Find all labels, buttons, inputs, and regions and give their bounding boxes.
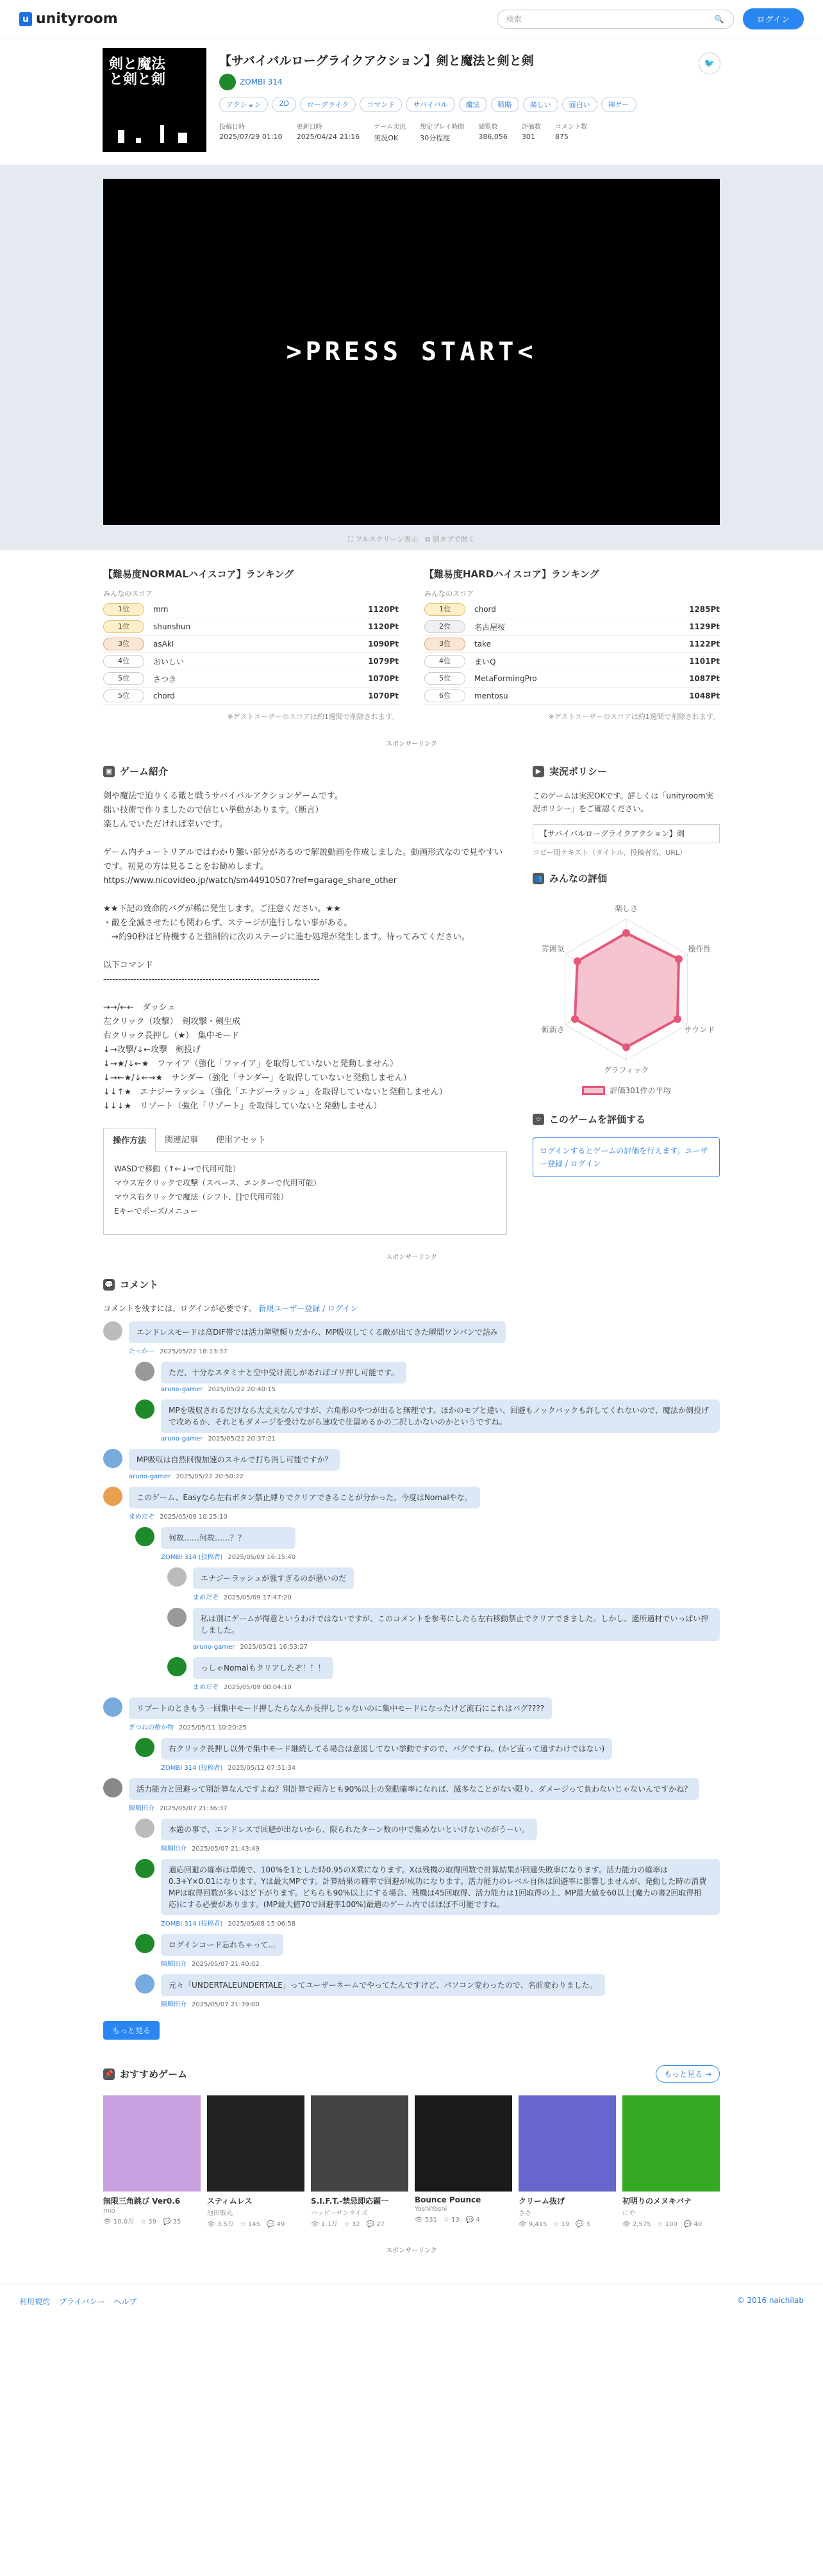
sponsor-label: スポンサーリンク (386, 2247, 437, 2254)
comment-date: 2025/05/22 20:50:22 (176, 1473, 244, 1480)
player-name[interactable]: take (474, 640, 491, 648)
comment-meta (161, 1843, 537, 1853)
comment (167, 1608, 720, 1651)
comment-user[interactable]: 陳順田介 (161, 2001, 187, 2008)
player-score: 1090Pt (368, 640, 399, 648)
comment-avatar[interactable] (167, 1608, 187, 1627)
more-comments-button[interactable]: もっと見る (103, 2021, 160, 2040)
site-logo[interactable]: u unityroom (19, 11, 118, 27)
comment (135, 1819, 720, 1853)
comment-avatar[interactable] (103, 1487, 122, 1506)
comment-date: 2025/05/07 21:39:00 (192, 2001, 260, 2008)
comments-heading: 💬 コメント (103, 1278, 720, 1291)
player-name[interactable]: chord (474, 605, 496, 614)
ranking-subtitle: みんなのスコア (424, 590, 474, 598)
recommend-name[interactable]: 無限三角跳び Ver0.6 (103, 2197, 181, 2206)
recommend-stats: 👁 10.0万 ☆ 39 💬 35 (103, 2218, 181, 2225)
login-button[interactable]: ログイン (743, 8, 804, 29)
comment (167, 1567, 720, 1601)
player-score: 1070Pt (368, 691, 399, 700)
comment-text: 私は別にゲームが得意というわけではないですが、このコメントを参考にしたら左右移動禁止でクリアできました。しかし、適所適材でいっぱい押しました。 (193, 1608, 720, 1641)
embed-text-field[interactable]: 【サバイバルローグライクアクション】剣 (533, 824, 720, 843)
policy-heading: ▶ 実況ポリシー (533, 764, 720, 778)
recommend-card[interactable] (519, 2095, 616, 2228)
radar-point (571, 1015, 579, 1023)
comment-body (193, 1657, 333, 1691)
comment-body (193, 1608, 720, 1651)
tab-0[interactable]: 操作方法 (103, 1128, 156, 1152)
meta-item: 評価数 301 (521, 124, 541, 141)
player-name[interactable]: おいしい (153, 657, 185, 666)
recommend-card[interactable] (311, 2095, 408, 2228)
recommend-card[interactable] (622, 2095, 720, 2228)
player-name[interactable]: mentosu (474, 691, 508, 700)
tag-chip[interactable]: 楽しい (523, 97, 558, 112)
footer-link[interactable]: ヘルプ (113, 2297, 137, 2306)
recommend-thumbnail[interactable] (519, 2095, 616, 2192)
comment-avatar[interactable] (135, 1399, 154, 1419)
tag-chip[interactable]: コマンド (360, 97, 402, 112)
meta-item: ゲーム実況 実況OK (374, 124, 406, 142)
player-score: 1070Pt (368, 674, 399, 683)
meta-item: 投稿日時 2025/07/29 01:10 (219, 124, 283, 141)
comment-body (129, 1697, 552, 1731)
tag-chip[interactable]: アクション (219, 97, 268, 112)
comment (135, 1399, 720, 1442)
comment-meta (161, 1386, 406, 1393)
comment-body (129, 1449, 340, 1480)
ranking-row (103, 636, 399, 653)
player-name[interactable]: asAkI (153, 640, 174, 648)
fullscreen-links[interactable]: ⛶ フルスクリーン表示 ⧉ 別タブで開く (348, 535, 475, 543)
ranking-row (103, 601, 399, 618)
recommend-thumbnail[interactable] (311, 2095, 408, 2192)
ranking-row (424, 601, 720, 618)
player-score: 1122Pt (689, 640, 720, 648)
rankings (103, 567, 720, 722)
comment-user[interactable]: ZOMBI 314 (投稿者) (161, 1554, 223, 1561)
comment (135, 1974, 720, 2008)
rank-badge: 4位 (424, 655, 465, 668)
ranking-row (424, 653, 720, 670)
rate-heading: ☆ このゲームを評価する (533, 1112, 720, 1126)
comment-list (103, 1321, 720, 2008)
comment-body (129, 1321, 506, 1355)
recommend-author: YoshiYoshi (415, 2206, 447, 2213)
comment-user[interactable]: まめだぞ (129, 1514, 154, 1521)
comment-meta (193, 1644, 720, 1651)
comment-avatar[interactable] (135, 1738, 154, 1757)
comment (135, 1362, 720, 1393)
player-name[interactable]: MetaFormingPro (474, 674, 537, 683)
recommend-stats: 👁 3.5万 ☆ 145 💬 49 (207, 2221, 285, 2228)
comment-body (161, 1819, 537, 1853)
recommend-name[interactable]: クリーム抜げ (519, 2197, 565, 2206)
comment-text: MP吸収は自然回復加速のスキルで打ち消し可能ですか？ (129, 1449, 340, 1471)
rank-badge: 1位 (424, 603, 465, 616)
footer-link[interactable]: プライバシー (59, 2297, 105, 2306)
tag-list (219, 97, 636, 112)
rank-badge: 3位 (103, 638, 144, 650)
recommend-stats: 👁 1.1万 ☆ 32 💬 27 (311, 2221, 385, 2228)
tag-chip[interactable]: 魔法 (459, 97, 487, 112)
comment-text: 元々「UNDERTALEUNDERTALE」ってユーザーネームでやってたんですけど、パソコン変わったので、名前変わりました。 (161, 1974, 605, 1996)
recommend-thumbnail[interactable] (415, 2095, 512, 2192)
recommend-name[interactable]: S.I.F.T.-禁忌即応顕一 (311, 2197, 389, 2206)
comment-text: このゲーム、Easyなら左右ボタン禁止縛りでクリアできることが分かった。今度はNomalやな。 (129, 1487, 480, 1508)
comment-user[interactable]: aruno-gamer (161, 1435, 203, 1442)
player-name[interactable]: 名古屋桜 (474, 622, 506, 632)
comment-text: 適応回避の確率は単純で、100%を1とした時0.95のX乗になります。Xは残機の取得回数で計算結果が回避失敗率になります。活力能力の確率は0.3+Y×0.01になります。Yは最大MPです。計算結果の確率で回避が成功になります。活力能力のレベル自体は回避率に影響しませんが、発動した時の消費MPは取得回数が多いほど下がります。どちらも90%以上にする場合、残機は45回取得、活力能力は1回取得の上、MP最大値を60以上(魔力の書2回取得相応)にする必要があります。(MP最大値70で回避率100%)最適のゲーム内ではほぼ不可能ですね。 (161, 1859, 720, 1915)
footer-links (19, 2296, 145, 2307)
recommend-card[interactable] (415, 2095, 512, 2228)
gamepad-icon: ▣ (103, 766, 115, 777)
comment-meta (161, 1999, 605, 2008)
comment-user[interactable]: たっかー (129, 1348, 154, 1355)
comment-date: 2025/05/21 16:53:27 (240, 1644, 308, 1651)
tag-chip[interactable]: 面白い (562, 97, 597, 112)
recommend-thumbnail[interactable] (622, 2095, 720, 2192)
register-login-link[interactable]: 新規ユーザー登録 / ログイン (258, 1304, 358, 1313)
tag-chip[interactable]: 2D (272, 97, 295, 112)
comment-meta (129, 1473, 340, 1480)
recommend-thumbnail[interactable] (103, 2095, 201, 2192)
rank-badge: 1位 (103, 603, 144, 616)
comment-meta (129, 1511, 480, 1521)
comment-body (161, 1527, 295, 1561)
comment-date: 2025/05/07 21:36:37 (160, 1805, 228, 1812)
player-name[interactable]: shunshun (153, 622, 191, 631)
comment-text: エンドレスモードは高DIF帯では活力障壁頼りだから、MP吸収してくる敵が出てきた瞬間ワンパンで詰み (129, 1321, 506, 1343)
player-score: 1285Pt (689, 605, 720, 614)
comment-avatar[interactable] (103, 1697, 122, 1717)
player-score: 1048Pt (689, 691, 720, 700)
radar-point (675, 955, 683, 963)
game-description: 剣や魔法で迫りくる敵と戦うサバイバルアクションゲームです。 拙い技術で作りましたので信じい挙動があります。（断言） 楽しんでいただければ幸いです。 ゲーム内チュートリアルではわかり難い部分があるので解説動画を作成しました。動画形式なので見やすいです。初見の方は見ることをお勧めします。 https://www.nicovideo.jp/watch/sm44910507?ref=garage_share_other ★★下記の致命的バグが稀に発生します。ご注意ください。★★ ・敵を全滅させたにも関わらず、ステージが進行しない事がある。 →約90秒ほど待機すると強制的に次のステージに進む処理が発生します。待ってみてください。 以下コマンド ------------------------------------------------------------------------ →→/←← ダッシュ 左クリック（攻撃） 剣攻撃・剣生成 右クリック長押し（★） 集中モード ↓→攻撃/↓←攻撃 剣投げ ↓→★/↓←★ ファイア（強化「ファイア」を取得していないと発動しません） ↓→←★/↓←→★ サンダー（強化「サンダー」を取得していないと発動しません） ↓↓↑★ エナジーラッシュ（強化「エナジーラッシュ」を取得していないと発動しません） ↓↓↓★ リゾート（強化「リゾート」を取得していないと発動しません） (103, 791, 503, 1111)
radar-legend: 評価301件の平均 (533, 1085, 720, 1096)
embed-note: コピー用テキスト（タイトル、投稿者名、URL） (533, 848, 687, 857)
comment (135, 1859, 720, 1928)
rating-radar-chart (533, 896, 720, 1082)
player-name[interactable]: chord (153, 691, 175, 700)
player-score: 1120Pt (368, 605, 399, 614)
recommend-name[interactable]: 初明りのメヌキバナ (622, 2197, 692, 2206)
rank-badge: 6位 (424, 689, 465, 702)
comment-date: 2025/05/09 16:15:40 (228, 1554, 296, 1561)
comment-text: ログインコード忘れちゃって... (161, 1934, 283, 1956)
radar-point (622, 929, 630, 937)
recommend-card[interactable] (103, 2095, 201, 2228)
comment-date: 2025/05/22 20:37:21 (208, 1435, 276, 1442)
users-icon: 👥 (533, 873, 544, 884)
game-stage (0, 165, 823, 550)
player-score: 1079Pt (368, 657, 399, 666)
footer-link[interactable]: 利用規約 (19, 2297, 51, 2306)
comment-body (161, 1362, 406, 1393)
recommend-name[interactable]: Bounce Pounce (415, 2195, 481, 2204)
tab-1[interactable]: 関連記事 (165, 1135, 199, 1145)
comment-text: 活力能力と回避って別計算なんですよね？別計算で両方とも90%以上の発動確率になれば、滅多なことがない限り、ダメージって負わないじゃないんですかね？ (129, 1778, 699, 1800)
ranking-row (103, 688, 399, 705)
comment-meta (193, 1592, 354, 1601)
tag-chip[interactable]: 戦略 (491, 97, 519, 112)
comment-meta (129, 1346, 506, 1355)
comment-body (161, 1738, 612, 1772)
meta-value: 2025/07/29 01:10 (219, 133, 283, 141)
comment-body (161, 1974, 605, 2008)
game-header (0, 38, 823, 161)
author-link[interactable]: ZOMBI 314 (240, 78, 283, 87)
comment-user[interactable]: aruno-gamer (161, 1386, 203, 1393)
comment-meta (161, 1551, 295, 1561)
comment-avatar[interactable] (103, 1321, 122, 1341)
radar-axis-label: 楽しさ (614, 904, 638, 913)
comment-user[interactable]: aruno-gamer (129, 1473, 171, 1480)
comment-body (161, 1934, 283, 1968)
comment-notice: コメントを残すには、ログインが必要です。 (103, 1304, 256, 1313)
comment-body (129, 1487, 480, 1521)
comment-meta (129, 1722, 552, 1731)
comment (135, 1934, 720, 1968)
radar-axis-label: 斬新さ (541, 1025, 565, 1034)
legend-swatch (582, 1086, 605, 1095)
ranking-note: ※ゲストユーザーのスコアは約1週間で削除されます。 (548, 713, 720, 721)
comment-text: 何故……何故……？？ (161, 1527, 295, 1549)
comment-date: 2025/05/07 21:43:49 (192, 1845, 260, 1853)
comment-avatar[interactable] (135, 1974, 154, 1994)
comment-meta (129, 1803, 699, 1812)
player-score: 1087Pt (689, 674, 720, 683)
comment-icon: 💬 (103, 1279, 115, 1291)
radar-axis-label: サウンド (684, 1025, 715, 1034)
ranking-row (103, 618, 399, 636)
ranking-row (103, 653, 399, 670)
intro-heading: ▣ ゲーム紹介 (103, 764, 507, 778)
logo-icon: u (19, 12, 32, 26)
tag-chip[interactable]: ローグライク (300, 97, 356, 112)
recommend-stats: 👁 2,575 ☆ 100 💬 40 (622, 2221, 702, 2228)
comment-date: 2025/05/09 10:25:10 (160, 1514, 228, 1521)
tag-chip[interactable]: サバイバル (406, 97, 454, 112)
rate-login-box[interactable]: ログインするとゲームの評価を行えます。ユーザー登録 / ログイン (533, 1137, 720, 1177)
sponsor-label: スポンサーリンク (386, 1254, 437, 1261)
comment (135, 1738, 720, 1772)
comment-user[interactable]: ぎつねの酢か物 (129, 1724, 174, 1731)
ranking-row (424, 636, 720, 653)
comment-text: リプートのときもう一回集中モード押したらなんか長押しじゃないのに集中モードになったけど流石にこれはバグ???? (129, 1697, 552, 1719)
comment-avatar[interactable] (135, 1859, 154, 1878)
recommend-author: 池田敬丸 (207, 2210, 233, 2217)
rank-badge: 5位 (424, 672, 465, 685)
radar-axis-label: 雰囲気 (541, 945, 565, 954)
author-avatar[interactable] (219, 74, 236, 90)
meta-item: 想定プレイ時間 30分程度 (420, 124, 465, 142)
comment-date: 2025/05/09 00:04:10 (224, 1684, 292, 1691)
comment-avatar[interactable] (135, 1527, 154, 1546)
comment-body (193, 1567, 354, 1601)
radar-axis-label: 操作性 (688, 945, 711, 954)
comment-text: エナジーラッシュが強すぎるのが悪いのだ (193, 1567, 354, 1589)
comment-user[interactable]: 陳順田介 (161, 1961, 187, 1968)
ranking-row (424, 618, 720, 636)
comment (103, 1487, 720, 1521)
rank-badge: 1位 (103, 620, 144, 633)
game-thumbnail: 剣と魔法 と剣と剣 (103, 48, 206, 152)
recommend-card[interactable] (207, 2095, 304, 2228)
recommend-thumbnail[interactable] (207, 2095, 304, 2192)
comment-avatar[interactable] (103, 1449, 122, 1468)
comment (103, 1321, 720, 1355)
ranking-table (103, 567, 399, 722)
radar-area (575, 933, 679, 1047)
comment-text: 右クリック長押し以外で集中モード継続してる場合は意図してない挙動ですので、バグですね。(かど直って通すわけではない) (161, 1738, 612, 1760)
twitter-share-icon[interactable]: 🐦 (699, 53, 720, 74)
comment-text: 本題の事で、エンドレスで回避が出ないから、限られたターン数の中で集めないといけないのがうーい。 (161, 1819, 537, 1840)
player-score: 1120Pt (368, 622, 399, 631)
game-title: 【サバイバルローグライクアクション】剣と魔法と剣と剣 (219, 54, 534, 68)
recommend-list (103, 2095, 720, 2228)
sponsor-label: スポンサーリンク (386, 741, 437, 748)
recommend-more-link[interactable]: もっと見る → (656, 2065, 720, 2083)
meta-value: 2025/04/24 21:16 (296, 133, 360, 141)
recommend-author: ハッピーサンライズ (311, 2210, 368, 2217)
comment-body (129, 1778, 699, 1812)
comment-text: MPを吸収されるだけなら大丈夫なんですが、六角形のやつが出ると無理です。ほかのモブと違い、回避もノックバックも許してくれないので、魔法か剣投げで攻めるか、それともダメージを受けながら速攻で仕留めるかの二択しかないのかというですね。 (161, 1399, 720, 1433)
comment-text: っしゃNomalもクリアしたぞ！！！ (193, 1657, 333, 1679)
comment-avatar[interactable] (135, 1362, 154, 1381)
recommend-author: ささ (519, 2210, 531, 2217)
evaluation-heading: 👥 みんなの評価 (533, 871, 720, 885)
comment-meta (193, 1681, 333, 1691)
radar-point (674, 1015, 681, 1023)
comment-user[interactable]: まめだぞ (193, 1594, 219, 1601)
comment (103, 1449, 720, 1480)
meta-item: 閲覧数 386,056 (478, 124, 508, 141)
search-icon: 🔍 (714, 14, 724, 24)
meta-value: 875 (554, 133, 569, 141)
comment-user[interactable]: aruno-gamer (193, 1644, 235, 1651)
copyright: © 2016 naichilab (736, 2296, 804, 2305)
ranking-title: 【難易度HARDハイスコア】ランキング (424, 568, 599, 580)
recommend-stats: 👁 9,415 ☆ 19 💬 3 (519, 2221, 590, 2228)
comment-avatar[interactable] (135, 1934, 154, 1953)
game-meta (219, 121, 636, 143)
comment-avatar[interactable] (135, 1819, 154, 1838)
radar-point (622, 1043, 630, 1051)
info-tabs (103, 1128, 507, 1152)
player-name[interactable]: まいQ (474, 657, 496, 666)
game-canvas[interactable]: >PRESS START< (103, 179, 720, 525)
rank-badge: 4位 (103, 655, 144, 668)
tag-chip[interactable]: 神ゲー (601, 97, 636, 112)
search-input[interactable]: 検索 🔍 (497, 10, 734, 29)
comment-date: 2025/05/08 15:06:58 (228, 1920, 296, 1928)
radar-point (574, 957, 581, 965)
comment (167, 1657, 720, 1691)
comment-date: 2025/05/09 17:47:20 (224, 1594, 292, 1601)
policy-text: このゲームは実況OKです。詳しくは「unityroom実況ポリシー」をご確認ください。 (533, 791, 713, 813)
comment-user[interactable]: まめだぞ (193, 1684, 219, 1691)
meta-value: 301 (521, 133, 535, 141)
recommend-name[interactable]: スティムレス (207, 2197, 253, 2206)
rank-badge: 2位 (424, 620, 465, 633)
footer (0, 2284, 823, 2307)
ranking-row (424, 670, 720, 688)
meta-item: 更新日時 2025/04/24 21:16 (296, 124, 360, 141)
tab-2[interactable]: 使用アセット (216, 1135, 266, 1145)
comment-user[interactable]: 陳順田介 (161, 1845, 187, 1853)
ranking-title: 【難易度NORMALハイスコア】ランキング (103, 568, 294, 580)
comment-meta (161, 1762, 612, 1772)
player-score: 1129Pt (689, 622, 720, 631)
comment-meta (161, 1958, 283, 1968)
meta-item: コメント数 875 (554, 124, 587, 141)
comment-meta (161, 1918, 720, 1928)
tab-content: WASDで移動（↑←↓→で代用可能） マウス左クリックで攻撃（スペース、エンターで代用可能） マウス右クリックで魔法（シフト、[]で代用可能） Eキーでポーズ/メニュー (103, 1152, 507, 1235)
comment-body (161, 1399, 720, 1442)
comment-avatar[interactable] (167, 1657, 187, 1676)
comment-user[interactable]: ZOMBI 314 (投稿者) (161, 1765, 223, 1772)
recommend-author: にや (622, 2210, 635, 2217)
rank-badge: 5位 (103, 689, 144, 702)
meta-value: 386,056 (478, 133, 508, 141)
video-icon: ▶ (533, 766, 544, 777)
recommend-stats: 👁 531 ☆ 13 💬 4 (415, 2217, 480, 2224)
recommend-heading: 📌 おすすめゲーム (103, 2067, 187, 2081)
ranking-table (424, 567, 720, 722)
comment-date: 2025/05/22 20:40:15 (208, 1386, 276, 1393)
comment (103, 1778, 720, 1812)
comment-date: 2025/05/11 10:20:25 (179, 1724, 247, 1731)
star-icon: ☆ (533, 1114, 544, 1125)
comment-user[interactable]: 陳順田介 (129, 1805, 154, 1812)
ranking-row (103, 670, 399, 688)
comment (135, 1527, 720, 1561)
pin-icon: 📌 (103, 2068, 115, 2080)
ranking-note: ※ゲストユーザーのスコアは約1週間で削除されます。 (227, 713, 399, 721)
rank-badge: 3位 (424, 638, 465, 650)
comment-date: 2025/05/22 18:13:37 (160, 1348, 228, 1355)
comment-date: 2025/05/12 07:51:34 (228, 1765, 296, 1772)
comment-avatar[interactable] (167, 1567, 187, 1587)
comment-avatar[interactable] (103, 1778, 122, 1797)
comment-date: 2025/05/07 21:40:02 (192, 1961, 260, 1968)
comment-body (161, 1859, 720, 1928)
rank-badge: 5位 (103, 672, 144, 685)
ranking-subtitle: みんなのスコア (103, 590, 153, 598)
comment (103, 1697, 720, 1731)
comment-user[interactable]: ZOMBI 314 (投稿者) (161, 1920, 223, 1928)
player-name[interactable]: mm (153, 605, 169, 614)
meta-value: 30分程度 (420, 134, 451, 142)
player-name[interactable]: さつき (153, 674, 177, 684)
comment-meta (161, 1435, 720, 1442)
comment-text: ただ、十分なスタミナと空中受け流しがあればゴリ押し可能です。 (161, 1362, 406, 1383)
meta-value: 実況OK (374, 134, 399, 142)
radar-axis-label: グラフィック (603, 1066, 649, 1075)
top-bar (0, 0, 823, 38)
ranking-row (424, 688, 720, 705)
player-score: 1101Pt (689, 657, 720, 666)
recommend-author: mio (103, 2208, 115, 2215)
